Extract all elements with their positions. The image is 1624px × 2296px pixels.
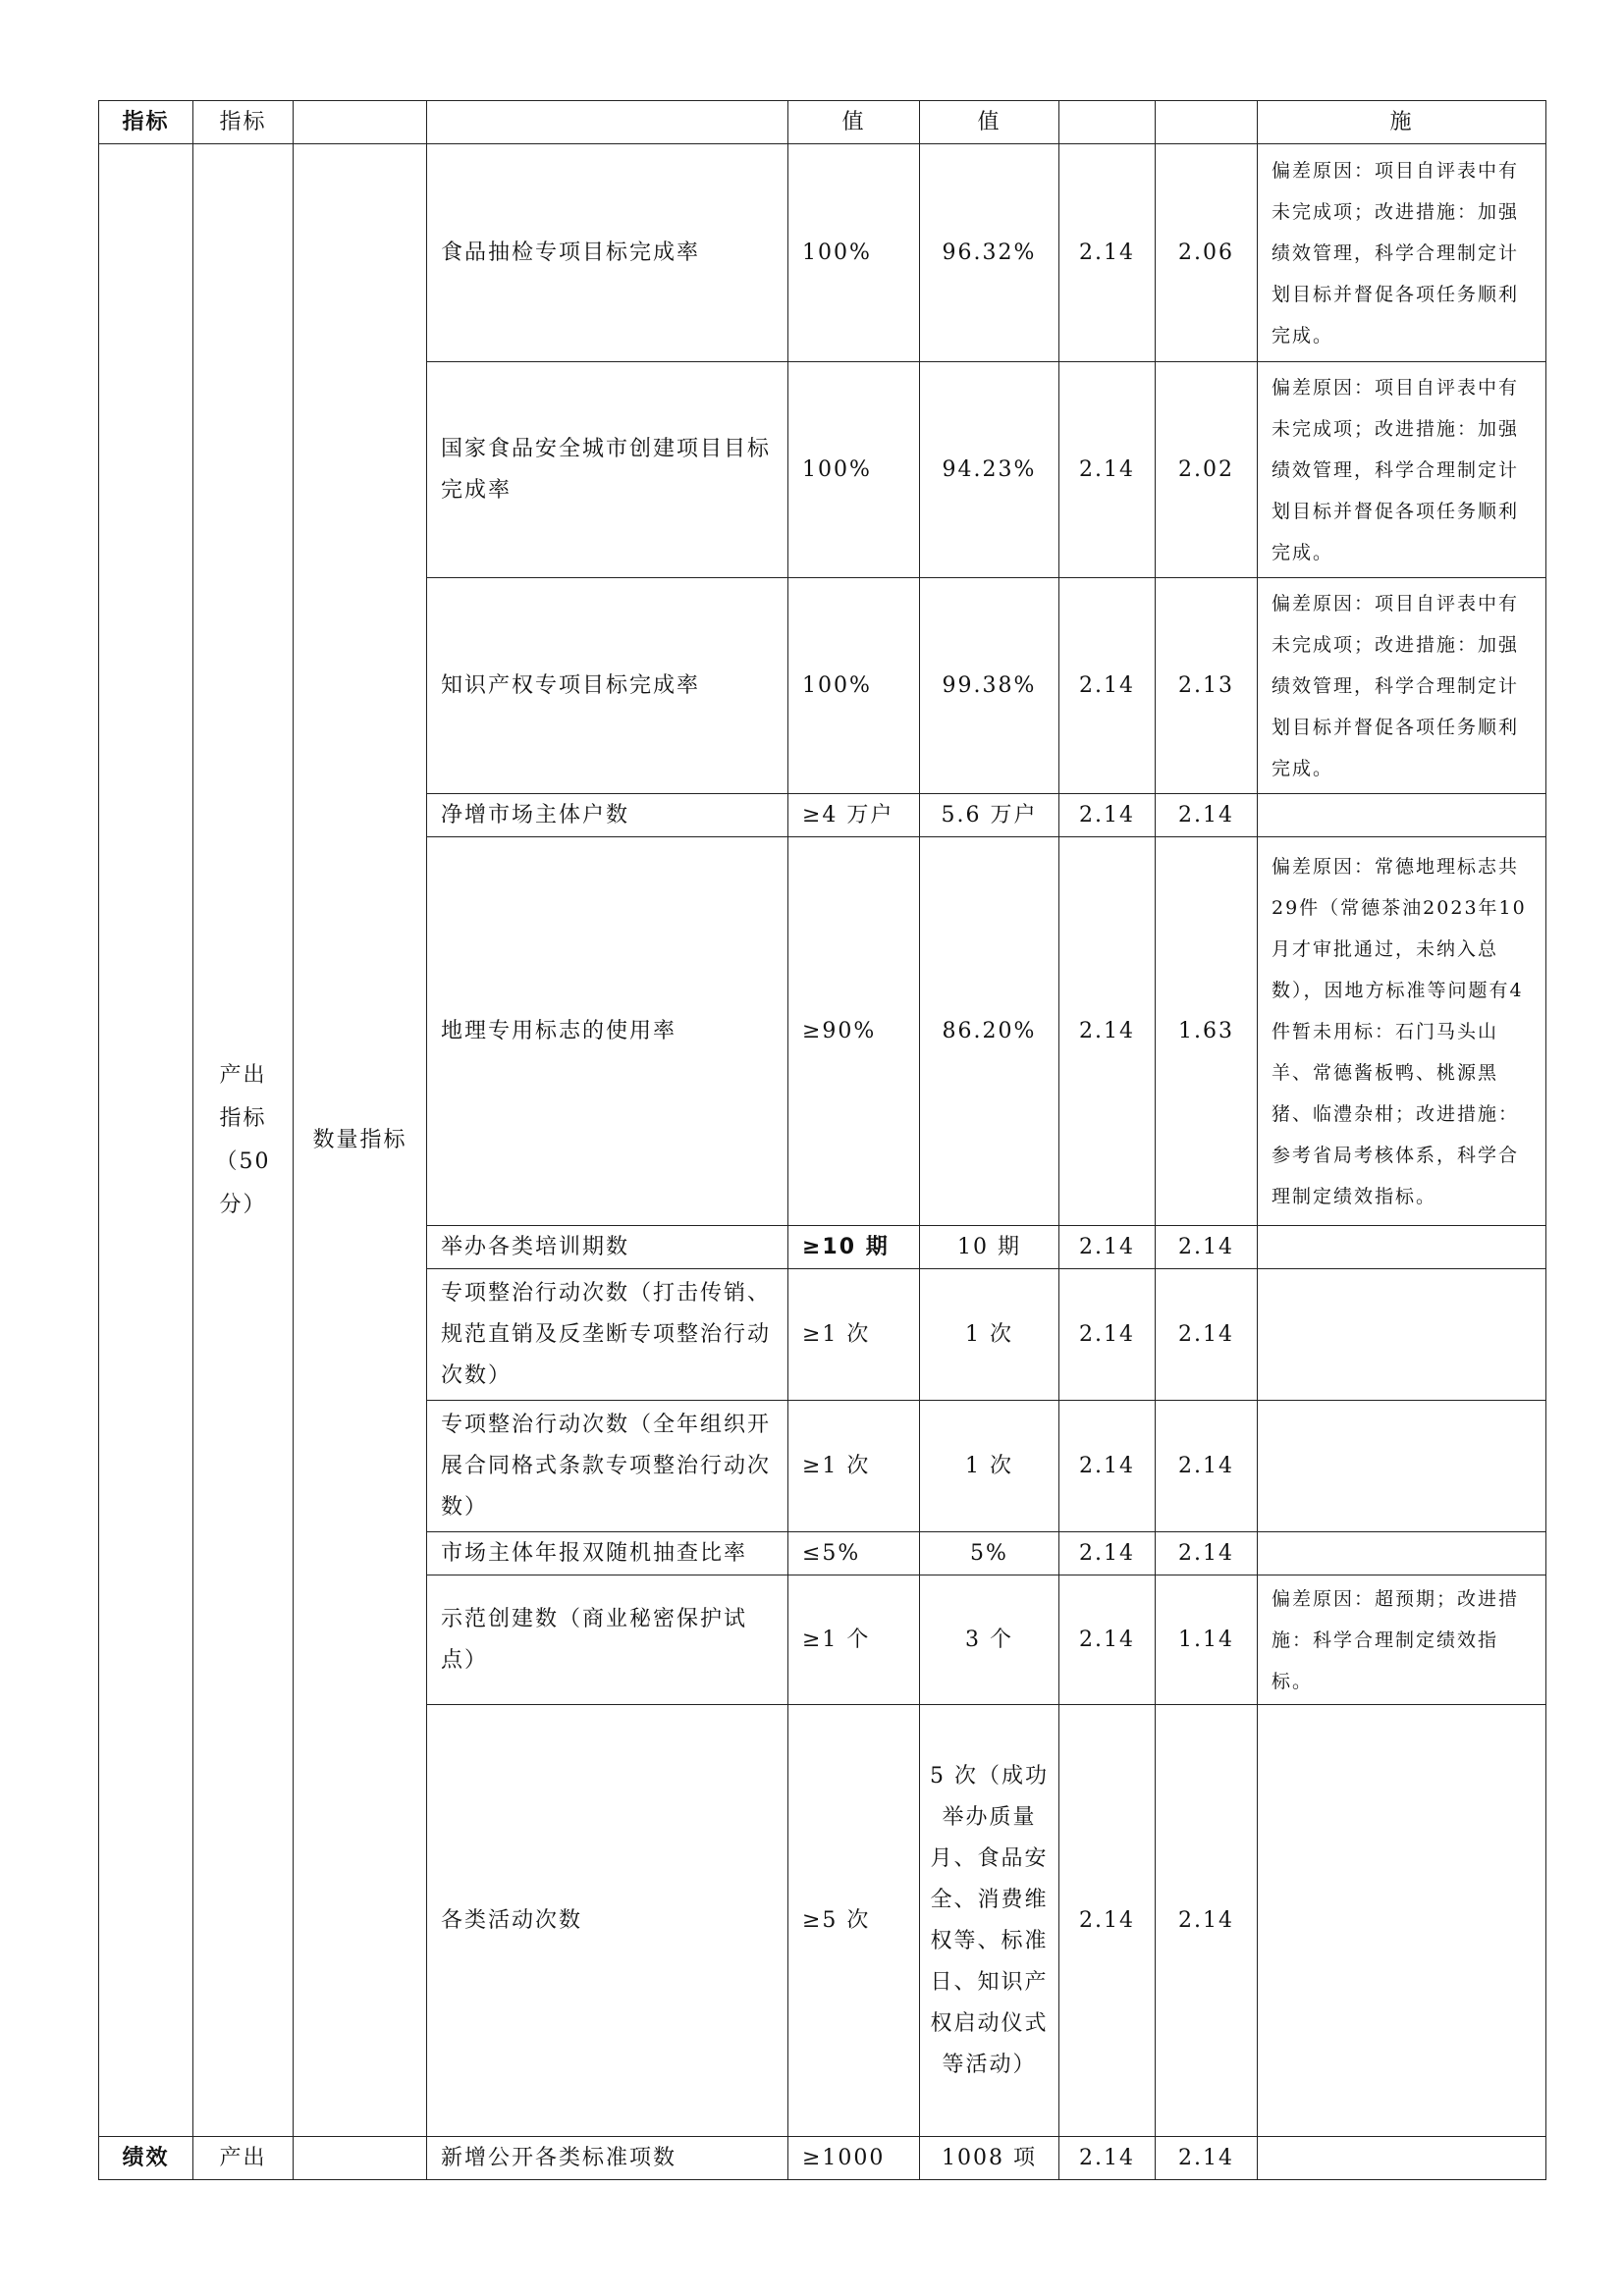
footer-col1: 绩效 [99,2137,193,2180]
weight-value: 2.14 [1059,1532,1156,1575]
actual-value: 99.38% [920,578,1059,794]
header-col7 [1059,101,1156,144]
footer-col2: 产出 [193,2137,294,2180]
score-value: 2.14 [1156,794,1258,837]
score-value: 2.14 [1156,1532,1258,1575]
header-col4 [427,101,788,144]
footer-col3 [294,2137,427,2180]
deviation-note [1258,1226,1546,1269]
target-value: 100% [788,144,920,362]
target-value: 100% [788,362,920,578]
level2-line1: 产出 [219,1062,267,1088]
actual-value: 94.23% [920,362,1059,578]
level1-cell [99,144,193,2137]
deviation-note: 偏差原因：项目自评表中有未完成项；改进措施：加强绩效管理，科学合理制定计划目标并督促各项任务顺利完成。 [1258,578,1546,794]
actual-value: 1 次 [920,1269,1059,1401]
deviation-note [1258,2137,1546,2180]
score-value: 2.06 [1156,144,1258,362]
weight-value: 2.14 [1059,837,1156,1226]
actual-value: 3 个 [920,1575,1059,1705]
target-value: ≥1 次 [788,1269,920,1401]
actual-value: 5 次（成功举办质量月、食品安全、消费维权等、标准日、知识产权启动仪式等活动） [920,1705,1059,2137]
table-row [99,144,1546,362]
indicator-name: 示范创建数（商业秘密保护试点） [427,1575,788,1705]
weight-value: 2.14 [1059,794,1156,837]
actual-value: 86.20% [920,837,1059,1226]
level2-line2: 指标 [219,1105,267,1131]
target-value: ≥4 万户 [788,794,920,837]
indicator-name: 地理专用标志的使用率 [427,837,788,1226]
weight-value: 2.14 [1059,362,1156,578]
performance-table [98,100,1546,2180]
target-value: ≥10 期 [788,1226,920,1269]
table-row [99,2137,1546,2180]
weight-value: 2.14 [1059,1705,1156,2137]
target-value: ≥1 次 [788,1401,920,1532]
level3-cell: 数量指标 [294,144,427,2137]
actual-value: 1 次 [920,1401,1059,1532]
header-col1: 指标 [99,101,193,144]
indicator-name: 专项整治行动次数（打击传销、规范直销及反垄断专项整治行动次数） [427,1269,788,1401]
header-col3 [294,101,427,144]
deviation-note: 偏差原因：项目自评表中有未完成项；改进措施：加强绩效管理，科学合理制定计划目标并督促各项任务顺利完成。 [1258,144,1546,362]
deviation-note [1258,794,1546,837]
score-value: 2.14 [1156,1269,1258,1401]
deviation-note [1258,1532,1546,1575]
weight-value: 2.14 [1059,578,1156,794]
header-col8 [1156,101,1258,144]
score-value: 2.14 [1156,1401,1258,1532]
indicator-name: 新增公开各类标准项数 [427,2137,788,2180]
deviation-note: 偏差原因：常德地理标志共29件（常德茶油2023年10月才审批通过，未纳入总数），因地方标准等问题有4件暂未用标：石门马头山羊、常德酱板鸭、桃源黑猪、临澧杂柑；改进措施：参考省局考核体系，科学合理制定绩效指标。 [1258,837,1546,1226]
deviation-note: 偏差原因：项目自评表中有未完成项；改进措施：加强绩效管理，科学合理制定计划目标并督促各项任务顺利完成。 [1258,362,1546,578]
score-value: 2.14 [1156,2137,1258,2180]
deviation-note [1258,1705,1546,2137]
actual-value: 10 期 [920,1226,1059,1269]
target-value: ≥1 个 [788,1575,920,1705]
deviation-note: 偏差原因：超预期；改进措施：科学合理制定绩效指标。 [1258,1575,1546,1705]
target-value: ≥5 次 [788,1705,920,2137]
weight-value: 2.14 [1059,144,1156,362]
target-value: ≥90% [788,837,920,1226]
actual-value: 1008 项 [920,2137,1059,2180]
header-col5: 值 [788,101,920,144]
score-value: 2.02 [1156,362,1258,578]
actual-value: 5% [920,1532,1059,1575]
weight-value: 2.14 [1059,1401,1156,1532]
level2-cell [193,144,294,2137]
indicator-name: 国家食品安全城市创建项目目标完成率 [427,362,788,578]
target-value: 100% [788,578,920,794]
indicator-name: 知识产权专项目标完成率 [427,578,788,794]
score-value: 2.14 [1156,1226,1258,1269]
indicator-name: 专项整治行动次数（全年组织开展合同格式条款专项整治行动次数） [427,1401,788,1532]
header-col6: 值 [920,101,1059,144]
score-value: 2.13 [1156,578,1258,794]
header-col2: 指标 [193,101,294,144]
score-value: 1.14 [1156,1575,1258,1705]
actual-value: 96.32% [920,144,1059,362]
target-value: ≤5% [788,1532,920,1575]
header-col9: 施 [1258,101,1546,144]
weight-value: 2.14 [1059,2137,1156,2180]
header-row [99,101,1546,144]
indicator-name: 各类活动次数 [427,1705,788,2137]
weight-value: 2.14 [1059,1269,1156,1401]
weight-value: 2.14 [1059,1226,1156,1269]
level2-line4: 分） [219,1192,267,1217]
target-value: ≥1000 [788,2137,920,2180]
weight-value: 2.14 [1059,1575,1156,1705]
deviation-note [1258,1401,1546,1532]
indicator-name: 净增市场主体户数 [427,794,788,837]
score-value: 2.14 [1156,1705,1258,2137]
actual-value: 5.6 万户 [920,794,1059,837]
indicator-name: 食品抽检专项目标完成率 [427,144,788,362]
indicator-name: 举办各类培训期数 [427,1226,788,1269]
deviation-note [1258,1269,1546,1401]
score-value: 1.63 [1156,837,1258,1226]
level2-line3: （50 [215,1148,271,1174]
indicator-name: 市场主体年报双随机抽查比率 [427,1532,788,1575]
